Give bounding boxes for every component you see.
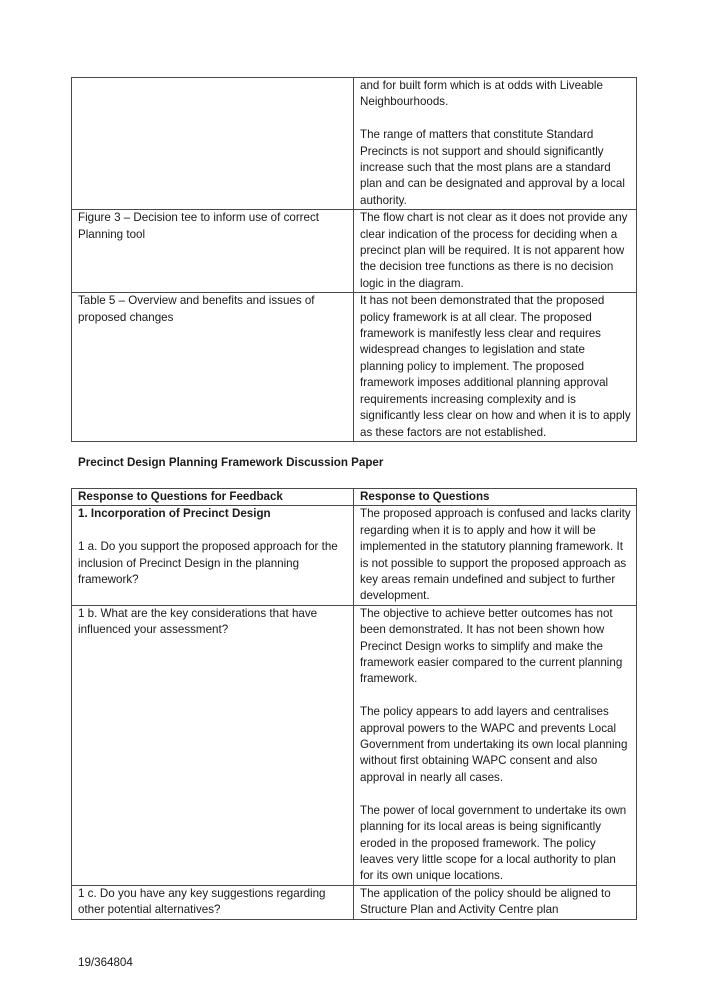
column-header-questions: Response to Questions for Feedback <box>72 489 354 506</box>
question-text: 1 c. Do you have any key suggestions regarding other potential alternatives? <box>78 886 326 917</box>
question-group-heading: 1. Incorporation of Precinct Design <box>78 507 271 521</box>
feedback-table-continued <box>71 77 637 442</box>
table-row <box>72 605 637 885</box>
table-row <box>72 293 637 442</box>
table-cell-response <box>354 506 637 605</box>
document-reference: 19/364804 <box>78 956 133 969</box>
table-cell-item <box>72 78 354 210</box>
table-header-row <box>72 489 637 506</box>
table-cell-response <box>354 78 637 210</box>
response-paragraph: The application of the policy should be aligned to Structure Plan and Activity Centre plan <box>360 886 611 917</box>
table-cell-question <box>72 885 354 919</box>
response-paragraph: The power of local government to undertake its own planning for its local areas is being significantly eroded in the proposed framework. The policy leaves very little scope for a local authority to plan for its own unique locations. <box>360 803 627 883</box>
table-row <box>72 885 637 919</box>
question-text: 1 b. What are the key considerations that have influenced your assessment? <box>78 606 318 637</box>
table-row <box>72 210 637 293</box>
response-paragraph: The proposed approach is confused and lacks clarity regarding when it is to apply and how it will be implemented in the statutory planning framework. It is not possible to support the proposed approach as key areas remain undefined and subject to further development. <box>360 507 631 603</box>
question-text: 1 a. Do you support the proposed approach for the inclusion of Precinct Design in the planning framework? <box>78 540 338 587</box>
table-cell-response <box>354 210 637 293</box>
table-cell-response <box>354 293 637 442</box>
response-paragraph: It has not been demonstrated that the proposed policy framework is at all clear. The proposed framework is manifestly less clear and requires widespread changes to legislation and state planning policy to implement. The proposed framework imposes additional planning approval requirements increasing complexity and is significantly less clear on how and when it is to apply as these factors are not established. <box>360 294 631 439</box>
table-cell-response <box>354 605 637 885</box>
response-paragraph: The range of matters that constitute Standard Precincts is not support and should significantly increase such that the most plans are a standard plan and can be designated and approval by a local authority. <box>360 128 625 207</box>
item-text: Table 5 – Overview and benefits and issues of proposed changes <box>78 294 315 324</box>
table-cell-question <box>72 605 354 885</box>
questions-table <box>71 488 637 920</box>
table-cell-item <box>72 293 354 442</box>
response-paragraph: The flow chart is not clear as it does not provide any clear indication of the process for deciding when a precinct plan will be required. It is not apparent how the decision tree functions as there is no decision logic in the diagram. <box>360 211 628 290</box>
response-paragraph: The policy appears to add layers and centralises approval powers to the WAPC and prevents Local Government from undertaking its own local planning without first obtaining WAPC consent and also approval in nearly all cases. <box>360 705 628 784</box>
table-cell-response <box>354 885 637 919</box>
table-cell-item <box>72 210 354 293</box>
section-heading: Precinct Design Planning Framework Discussion Paper <box>78 456 384 469</box>
item-text: Figure 3 – Decision tee to inform use of correct Planning tool <box>78 211 320 241</box>
response-paragraph: The objective to achieve better outcomes has not been demonstrated. It has not been shown how Precinct Design works to simplify and make the framework easier compared to the current planning framework. <box>360 606 623 686</box>
column-header-responses: Response to Questions <box>354 489 637 506</box>
table-row <box>72 506 637 605</box>
table-row <box>72 78 637 210</box>
table-cell-question <box>72 506 354 605</box>
response-paragraph: and for built form which is at odds with Liveable Neighbourhoods. <box>360 79 603 109</box>
